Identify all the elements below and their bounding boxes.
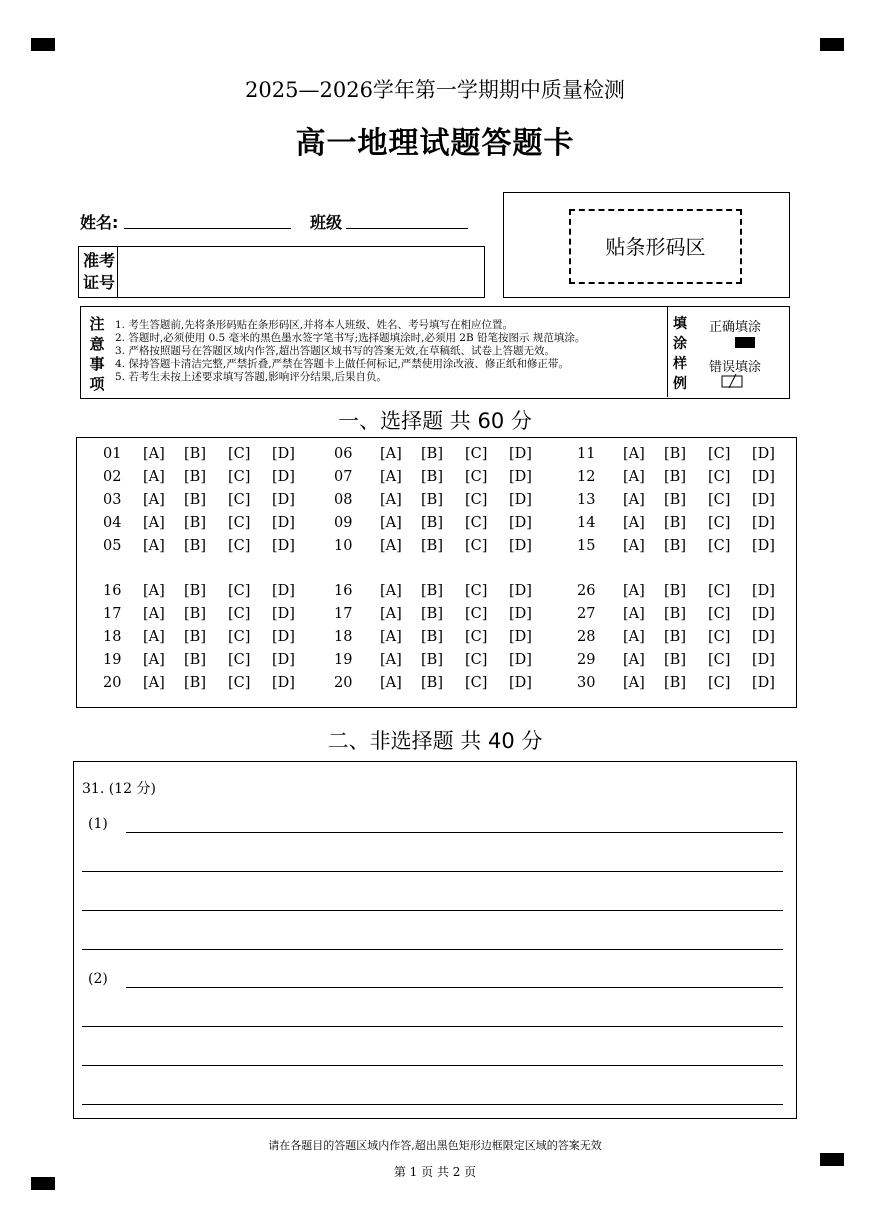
question-number: 11	[577, 446, 596, 462]
notice-item-5: 5. 若考生未按上述要求填写答题,影响评分结果,后果自负。	[115, 371, 388, 383]
choice-option-c[interactable]: [C]	[228, 629, 251, 645]
question-number: 02	[103, 469, 122, 485]
answer-line-2-3[interactable]	[82, 1065, 783, 1066]
choice-option-c[interactable]: [C]	[228, 446, 251, 462]
choice-option-b[interactable]: [B]	[664, 606, 686, 622]
choice-option-a[interactable]: [A]	[623, 538, 645, 554]
choice-option-b[interactable]: [B]	[421, 629, 443, 645]
footer-note: 请在各题目的答题区域内作答,超出黑色矩形边框限定区域的答案无效	[268, 1139, 602, 1152]
choice-option-c[interactable]: [C]	[708, 583, 731, 599]
choice-option-c[interactable]: [C]	[465, 675, 488, 691]
choice-option-c[interactable]: [C]	[465, 492, 488, 508]
choice-option-a[interactable]: [A]	[623, 583, 645, 599]
question-number: 20	[103, 675, 122, 691]
choice-option-c[interactable]: [C]	[465, 515, 488, 531]
question-number: 08	[334, 492, 353, 508]
choice-option-d[interactable]: [D]	[272, 469, 295, 485]
choice-option-b[interactable]: [B]	[184, 629, 206, 645]
choice-option-a[interactable]: [A]	[143, 675, 165, 691]
barcode-box	[503, 192, 790, 298]
question-number: 15	[577, 538, 596, 554]
choice-option-a[interactable]: [A]	[623, 515, 645, 531]
exam-id-field[interactable]	[119, 247, 484, 297]
question-number: 04	[103, 515, 122, 531]
choice-option-b[interactable]: [B]	[664, 446, 686, 462]
question-number: 07	[334, 469, 353, 485]
choice-option-b[interactable]: [B]	[184, 446, 206, 462]
section1-title: 一、选择题 共 60 分	[338, 409, 532, 433]
page-number: 第 1 页 共 2 页	[393, 1165, 477, 1179]
choice-option-a[interactable]: [A]	[143, 469, 165, 485]
choice-option-a[interactable]: [A]	[143, 538, 165, 554]
choice-option-a[interactable]: [A]	[623, 606, 645, 622]
choice-option-a[interactable]: [A]	[623, 446, 645, 462]
choice-option-b[interactable]: [B]	[664, 492, 686, 508]
choice-option-b[interactable]: [B]	[421, 652, 443, 668]
choice-option-a[interactable]: [A]	[623, 675, 645, 691]
choice-option-d[interactable]: [D]	[272, 538, 295, 554]
choice-option-b[interactable]: [B]	[664, 583, 686, 599]
question-number: 18	[334, 629, 353, 645]
section2-title: 二、非选择题 共 40 分	[327, 729, 543, 753]
choice-option-a[interactable]: [A]	[380, 629, 402, 645]
choice-option-c[interactable]: [C]	[708, 652, 731, 668]
choice-option-c[interactable]: [C]	[708, 629, 731, 645]
choice-option-c[interactable]: [C]	[708, 606, 731, 622]
card-title: 高一地理试题答题卡	[295, 126, 575, 161]
choice-option-a[interactable]: [A]	[380, 675, 402, 691]
choice-option-c[interactable]: [C]	[465, 606, 488, 622]
choice-option-c[interactable]: [C]	[228, 606, 251, 622]
alignment-mark-top-right	[820, 38, 844, 51]
question-number: 26	[577, 583, 596, 599]
notice-list	[115, 319, 585, 384]
notice-box	[80, 306, 790, 399]
choice-option-c[interactable]: [C]	[465, 583, 488, 599]
choice-option-a[interactable]: [A]	[380, 583, 402, 599]
question-number: 19	[334, 652, 353, 668]
choice-option-b[interactable]: [B]	[421, 446, 443, 462]
class-label: 班级	[310, 213, 343, 232]
choice-option-b[interactable]: [B]	[184, 492, 206, 508]
choice-option-b[interactable]: [B]	[664, 675, 686, 691]
choice-option-d[interactable]: [D]	[272, 446, 295, 462]
subquestion-2-label: (2)	[88, 971, 108, 987]
question-number: 28	[577, 629, 596, 645]
choice-option-a[interactable]: [A]	[143, 606, 165, 622]
notice-item-4: 4. 保持答题卡清洁完整,严禁折叠,严禁在答题卡上做任何标记,严禁使用涂改液、修正纸和修正带。	[115, 358, 569, 370]
choice-option-c[interactable]: [C]	[228, 583, 251, 599]
notice-item-2: 2. 答题时,必须使用 0.5 毫米的黑色墨水签字笔书写;选择题填涂时,必须用 2B 铅笔按图示 规范填涂。	[115, 332, 586, 344]
choice-option-a[interactable]: [A]	[380, 652, 402, 668]
notice-item-3: 3. 严格按照题号在答题区域内作答,超出答题区域书写的答案无效,在草稿纸、试卷上答题无效。	[115, 345, 556, 357]
choice-option-b[interactable]: [B]	[184, 583, 206, 599]
question-number: 14	[577, 515, 596, 531]
correct-fill-sample	[735, 337, 755, 348]
choice-option-d[interactable]: [D]	[752, 492, 775, 508]
choice-option-b[interactable]: [B]	[184, 538, 206, 554]
choice-option-a[interactable]: [A]	[380, 515, 402, 531]
question-number: 01	[103, 446, 122, 462]
choice-option-a[interactable]: [A]	[623, 469, 645, 485]
choice-option-c[interactable]: [C]	[228, 469, 251, 485]
exam-title: 2025—2026学年第一学期期中质量检测	[245, 78, 625, 102]
choice-option-d[interactable]: [D]	[752, 583, 775, 599]
choice-option-d[interactable]: [D]	[752, 675, 775, 691]
choice-option-a[interactable]: [A]	[380, 538, 402, 554]
question-number: 06	[334, 446, 353, 462]
choice-option-b[interactable]: [B]	[184, 606, 206, 622]
question-number: 12	[577, 469, 596, 485]
choice-option-a[interactable]: [A]	[143, 515, 165, 531]
question-number: 17	[103, 606, 122, 622]
choice-option-b[interactable]: [B]	[184, 652, 206, 668]
notice-heading: 注 意 事 项	[89, 315, 105, 393]
question-31-label: 31. (12 分)	[82, 781, 156, 797]
answer-line-1-3[interactable]	[82, 910, 783, 911]
choice-option-c[interactable]: [C]	[228, 675, 251, 691]
choice-option-a[interactable]: [A]	[143, 492, 165, 508]
exam-id-box	[78, 246, 485, 298]
question-number: 19	[103, 652, 122, 668]
choice-option-d[interactable]: [D]	[752, 652, 775, 668]
choice-option-d[interactable]: [D]	[509, 652, 532, 668]
choice-option-d[interactable]: [D]	[272, 675, 295, 691]
barcode-label: 贴条形码区	[605, 235, 706, 259]
choice-option-c[interactable]: [C]	[708, 469, 731, 485]
class-field[interactable]	[346, 210, 468, 229]
choice-option-c[interactable]: [C]	[708, 675, 731, 691]
choice-option-d[interactable]: [D]	[272, 606, 295, 622]
answer-area	[73, 761, 797, 1119]
choice-option-c[interactable]: [C]	[708, 538, 731, 554]
choice-option-d[interactable]: [D]	[509, 606, 532, 622]
correct-fill-label: 正确填涂	[709, 320, 762, 335]
question-number: 17	[334, 606, 353, 622]
choice-option-a[interactable]: [A]	[143, 446, 165, 462]
choice-option-d[interactable]: [D]	[509, 469, 532, 485]
choice-option-b[interactable]: [B]	[421, 583, 443, 599]
notice-item-1: 1. 考生答题前,先将条形码贴在条形码区,并将本人班级、姓名、考号填写在相应位置。	[115, 319, 514, 331]
question-number: 27	[577, 606, 596, 622]
name-label: 姓名:	[80, 213, 119, 232]
choice-option-d[interactable]: [D]	[272, 583, 295, 599]
choice-option-b[interactable]: [B]	[184, 515, 206, 531]
choice-option-d[interactable]: [D]	[272, 492, 295, 508]
choice-option-c[interactable]: [C]	[465, 652, 488, 668]
choice-option-c[interactable]: [C]	[708, 515, 731, 531]
choice-option-d[interactable]: [D]	[272, 652, 295, 668]
choice-option-b[interactable]: [B]	[184, 469, 206, 485]
choice-option-b[interactable]: [B]	[664, 652, 686, 668]
choice-option-c[interactable]: [C]	[465, 469, 488, 485]
alignment-mark-top-left	[31, 38, 55, 51]
question-number: 09	[334, 515, 353, 531]
answer-line-1-1[interactable]	[126, 832, 783, 833]
choice-option-c[interactable]: [C]	[708, 492, 731, 508]
choice-option-a[interactable]: [A]	[623, 492, 645, 508]
wrong-fill-sample	[721, 373, 743, 387]
question-number: 29	[577, 652, 596, 668]
choice-option-d[interactable]: [D]	[752, 446, 775, 462]
choice-option-a[interactable]: [A]	[380, 492, 402, 508]
choice-option-b[interactable]: [B]	[421, 515, 443, 531]
choice-option-a[interactable]: [A]	[143, 652, 165, 668]
question-number: 16	[334, 583, 353, 599]
choice-option-a[interactable]: [A]	[380, 469, 402, 485]
fill-example-heading: 填 涂 样 例	[673, 316, 687, 392]
question-number: 18	[103, 629, 122, 645]
choice-option-d[interactable]: [D]	[509, 515, 532, 531]
choice-option-d[interactable]: [D]	[509, 583, 532, 599]
choice-option-c[interactable]: [C]	[465, 538, 488, 554]
choice-option-b[interactable]: [B]	[421, 492, 443, 508]
answer-line-2-4[interactable]	[82, 1104, 783, 1105]
choice-option-d[interactable]: [D]	[752, 469, 775, 485]
subquestion-1-label: (1)	[88, 816, 108, 832]
answer-line-2-1[interactable]	[126, 987, 783, 988]
choice-option-b[interactable]: [B]	[664, 515, 686, 531]
name-field[interactable]	[124, 210, 291, 229]
question-number: 05	[103, 538, 122, 554]
choice-option-c[interactable]: [C]	[228, 652, 251, 668]
choice-option-a[interactable]: [A]	[380, 606, 402, 622]
choice-option-d[interactable]: [D]	[509, 446, 532, 462]
choice-option-d[interactable]: [D]	[509, 538, 532, 554]
choice-option-a[interactable]: [A]	[143, 583, 165, 599]
question-number: 30	[577, 675, 596, 691]
choice-option-a[interactable]: [A]	[380, 446, 402, 462]
choice-option-d[interactable]: [D]	[509, 492, 532, 508]
question-number: 13	[577, 492, 596, 508]
choice-option-d[interactable]: [D]	[752, 515, 775, 531]
choice-option-d[interactable]: [D]	[752, 629, 775, 645]
barcode-area	[569, 209, 742, 284]
exam-id-label: 准考 证号	[83, 251, 116, 292]
question-number: 20	[334, 675, 353, 691]
choice-option-c[interactable]: [C]	[228, 515, 251, 531]
choice-option-a[interactable]: [A]	[143, 629, 165, 645]
choice-option-b[interactable]: [B]	[421, 675, 443, 691]
choice-option-d[interactable]: [D]	[509, 629, 532, 645]
choice-option-d[interactable]: [D]	[272, 629, 295, 645]
choice-option-b[interactable]: [B]	[421, 469, 443, 485]
wrong-fill-label: 错误填涂	[709, 360, 762, 375]
choice-option-a[interactable]: [A]	[623, 629, 645, 645]
answer-line-1-4[interactable]	[82, 949, 783, 950]
choice-option-b[interactable]: [B]	[184, 675, 206, 691]
choice-area	[76, 437, 797, 708]
choice-option-d[interactable]: [D]	[272, 515, 295, 531]
choice-option-b[interactable]: [B]	[664, 538, 686, 554]
choice-option-d[interactable]: [D]	[509, 675, 532, 691]
choice-option-a[interactable]: [A]	[623, 652, 645, 668]
choice-option-c[interactable]: [C]	[465, 446, 488, 462]
question-number: 03	[103, 492, 122, 508]
choice-option-c[interactable]: [C]	[228, 492, 251, 508]
choice-option-b[interactable]: [B]	[664, 469, 686, 485]
choice-option-c[interactable]: [C]	[228, 538, 251, 554]
choice-option-d[interactable]: [D]	[752, 606, 775, 622]
choice-option-c[interactable]: [C]	[708, 446, 731, 462]
answer-line-2-2[interactable]	[82, 1026, 783, 1027]
answer-line-1-2[interactable]	[82, 871, 783, 872]
choice-option-b[interactable]: [B]	[421, 606, 443, 622]
choice-option-b[interactable]: [B]	[664, 629, 686, 645]
choice-option-c[interactable]: [C]	[465, 629, 488, 645]
question-number: 10	[334, 538, 353, 554]
choice-option-b[interactable]: [B]	[421, 538, 443, 554]
question-number: 16	[103, 583, 122, 599]
choice-option-d[interactable]: [D]	[752, 538, 775, 554]
